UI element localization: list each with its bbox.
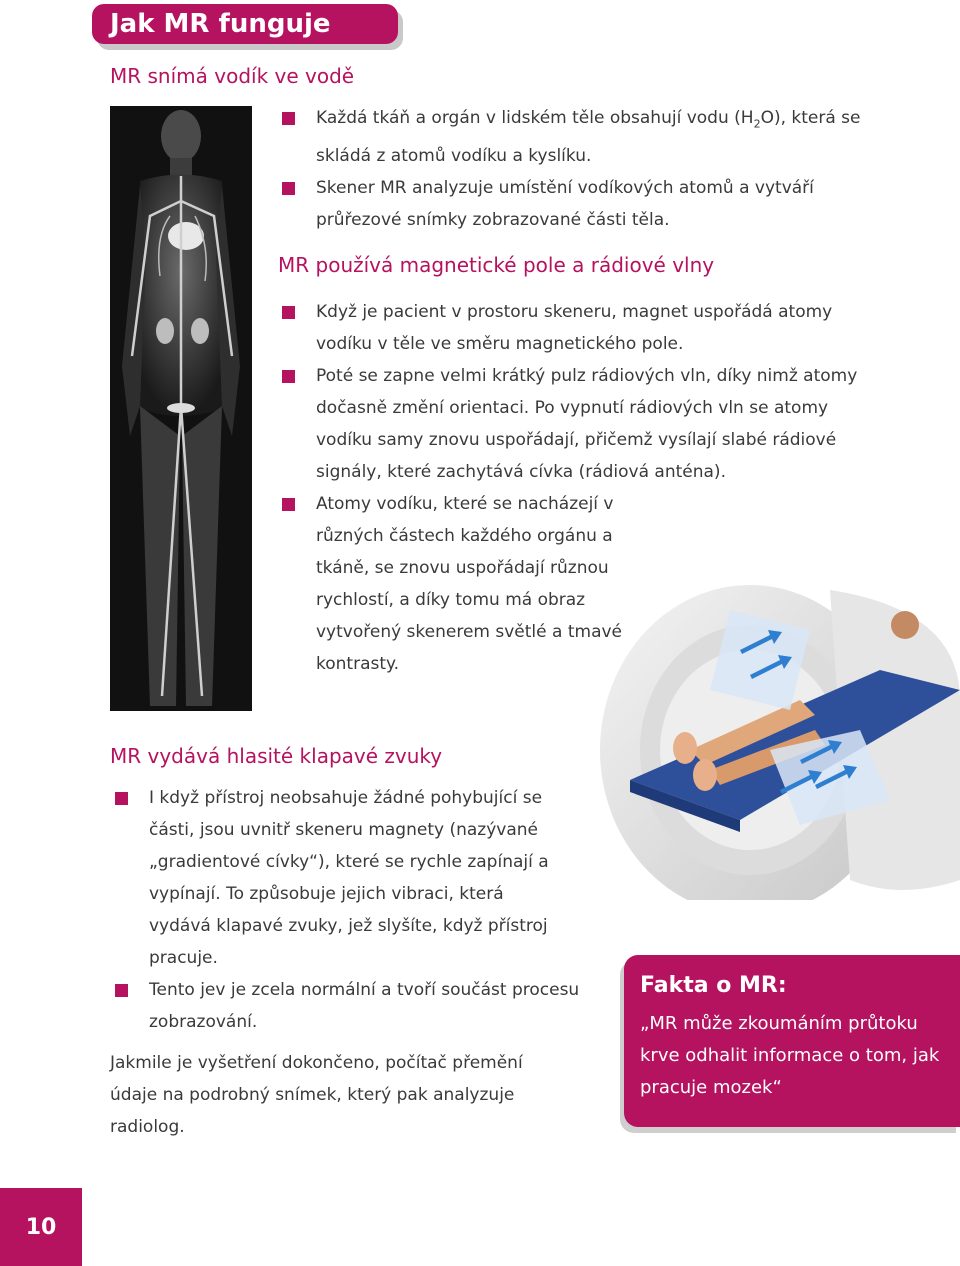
list-item: Každá tkáň a orgán v lidském těle obsahují vodu $(H_2O)$, která se skládá z atomů vodíku a kyslíku. — [282, 102, 882, 172]
page-title-banner — [92, 4, 398, 44]
list-item: Tento jev je zcela normální a tvoří součást procesu zobrazování. — [115, 974, 605, 1038]
section1-body — [282, 102, 882, 236]
list-item: Poté se zapne velmi krátký pulz rádiových vln, díky nimž atomy dočasně změní orientaci. Po vypnutí rádiových vln se atomy vodíku samy znovu uspořádají, přičemž vysílají slabé rádiové signály, které zachytává cívka (rádiová anténa). — [282, 360, 858, 488]
list-item: Skener MR analyzuje umístění vodíkových atomů a vytváří průřezové snímky zobrazované části těla. — [282, 172, 882, 236]
list-item: Když je pacient v prostoru skeneru, magnet uspořádá atomy vodíku v těle ve směru magnetického pole. — [282, 296, 858, 360]
fact-box-title: Fakta o MR: — [640, 973, 787, 998]
section3-heading: MR vydává hlasité klapavé zvuky — [110, 744, 443, 768]
fact-box-quote: „MR může zkoumáním průtoku krve odhalit informace o tom, jak pracuje mozek“ — [640, 1013, 940, 1098]
body-scan-image — [110, 106, 252, 711]
section1-list — [282, 102, 882, 236]
closing-paragraph: Jakmile je vyšetření dokončeno, počítač přemění údaje na podrobný snímek, který pak analyzuje radiolog. — [110, 1053, 523, 1137]
section1-heading: MR snímá vodík ve vodě — [110, 64, 355, 88]
section3-body — [115, 782, 605, 1038]
section3-list — [115, 782, 605, 1038]
page-title: Jak MR funguje — [110, 9, 331, 39]
page-number: 10 — [25, 1214, 57, 1240]
section2-heading: MR používá magnetické pole a rádiové vlny — [278, 253, 715, 277]
page-number-tab — [0, 1188, 82, 1266]
fact-box — [624, 955, 960, 1127]
list-item: I když přístroj neobsahuje žádné pohybující se části, jsou uvnitř skeneru magnety (nazývané „gradientové cívky“), které se rychle zapínají a vypínají. To způsobuje jejich vibraci, která vydává klapavé zvuky, jež slyšíte, když přístroj pracuje. — [115, 782, 569, 974]
list-item: Atomy vodíku, které se nacházejí v různých částech každého orgánu a tkáně, se znovu uspořádají různou rychlostí, a díky tomu má obraz vytvořený skenerem světlé a tmavé kontrasty. — [282, 488, 646, 680]
mri-scanner-image — [600, 580, 960, 900]
